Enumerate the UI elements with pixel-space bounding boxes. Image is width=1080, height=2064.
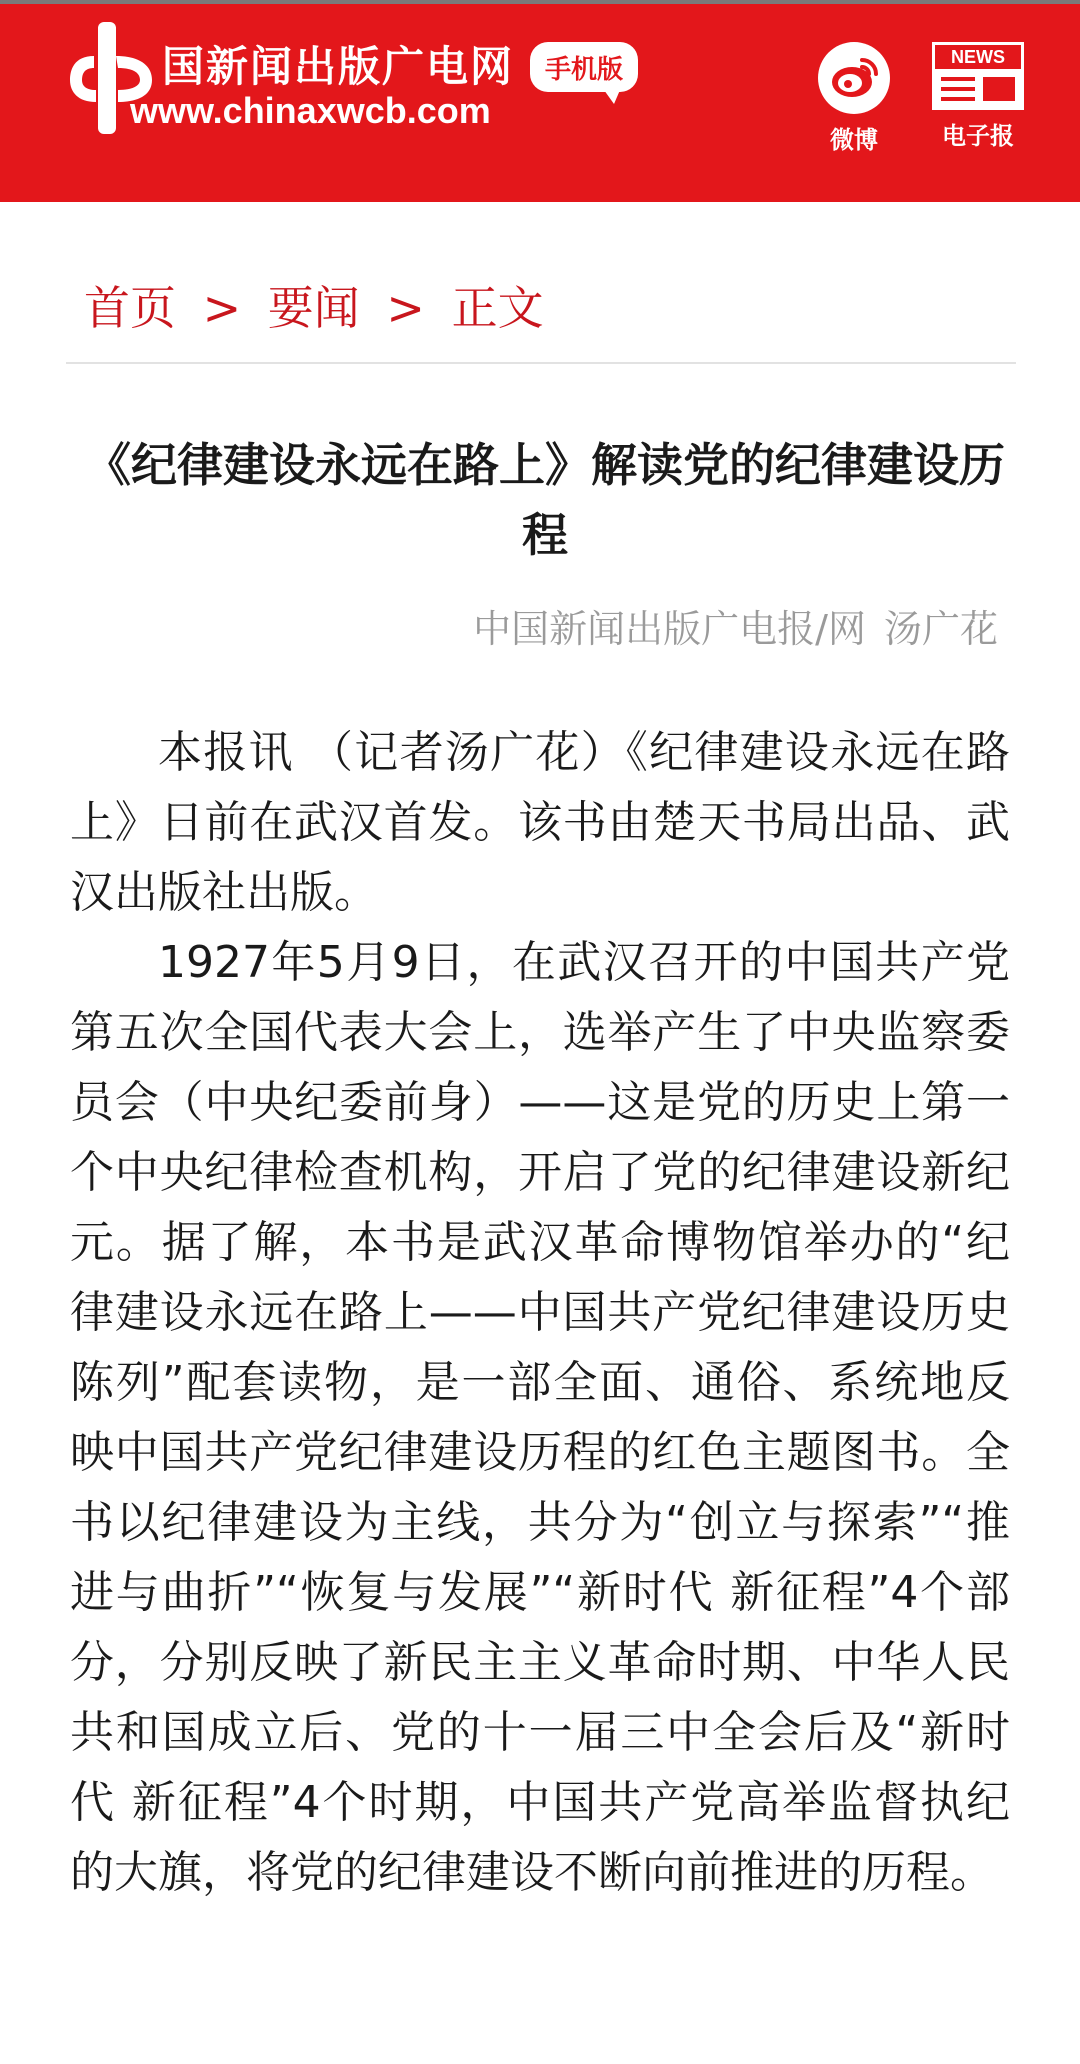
article-byline (473, 598, 998, 653)
site-name: 国新闻出版广电网 (162, 42, 515, 91)
breadcrumb-section-link[interactable]: 要闻 (267, 281, 360, 335)
article-body (70, 718, 1010, 1908)
epaper-news-badge: NEWS (935, 45, 1021, 69)
article-title: 《纪律建设永远在路上》解读党的纪律建设历程 (85, 438, 1005, 562)
breadcrumb-home-link[interactable]: 首页 (84, 281, 176, 335)
weibo-icon (818, 42, 890, 114)
article-author: 汤广花 (883, 607, 998, 651)
newspaper-icon (932, 42, 1024, 110)
breadcrumb-separator: > (386, 281, 425, 335)
site-url: www.chinaxwcb.com (130, 90, 491, 131)
weibo-label: 微博 (830, 126, 878, 154)
breadcrumb (84, 272, 544, 338)
site-header (0, 0, 1080, 202)
mobile-version-badge[interactable]: 手机版 (530, 42, 638, 92)
article-paragraph: 1927年5月9日，在武汉召开的中国共产党第五次全国代表大会上，选举产生了中央监察委员会（中央纪委前身）——这是党的历史上第一个中央纪律检查机构，开启了党的纪律建设新纪元。据了解，本书是武汉革命博物馆举办的“纪律建设永远在路上——中国共产党纪律建设历史陈列”配套读物，是一部全面、通俗、系统地反映中国共产党纪律建设历程的红色主题图书。全书以纪律建设为主线，共分为“创立与探索”“推进与曲折”“恢复与发展”“新时代 新征程”4个部分，分别反映了新民主主义革命时期、中华人民共和国成立后、党的十一届三中全会后及“新时代 新征程”4个时期，中国共产党高举监督执纪的大旗，将党的纪律建设不断向前推进的历程。 (70, 937, 1010, 1898)
epaper-label: 电子报 (942, 122, 1014, 150)
epaper-button[interactable] (928, 42, 1028, 154)
weibo-button[interactable] (812, 42, 896, 154)
divider (66, 362, 1016, 364)
breadcrumb-separator: > (202, 281, 242, 335)
breadcrumb-current: 正文 (451, 281, 544, 335)
article-source: 中国新闻出版广电报/网 (473, 607, 866, 651)
article-paragraph: 本报讯 （记者汤广花）《纪律建设永远在路上》日前在武汉首发。该书由楚天书局出品、武汉出版社出版。 (70, 727, 1010, 918)
